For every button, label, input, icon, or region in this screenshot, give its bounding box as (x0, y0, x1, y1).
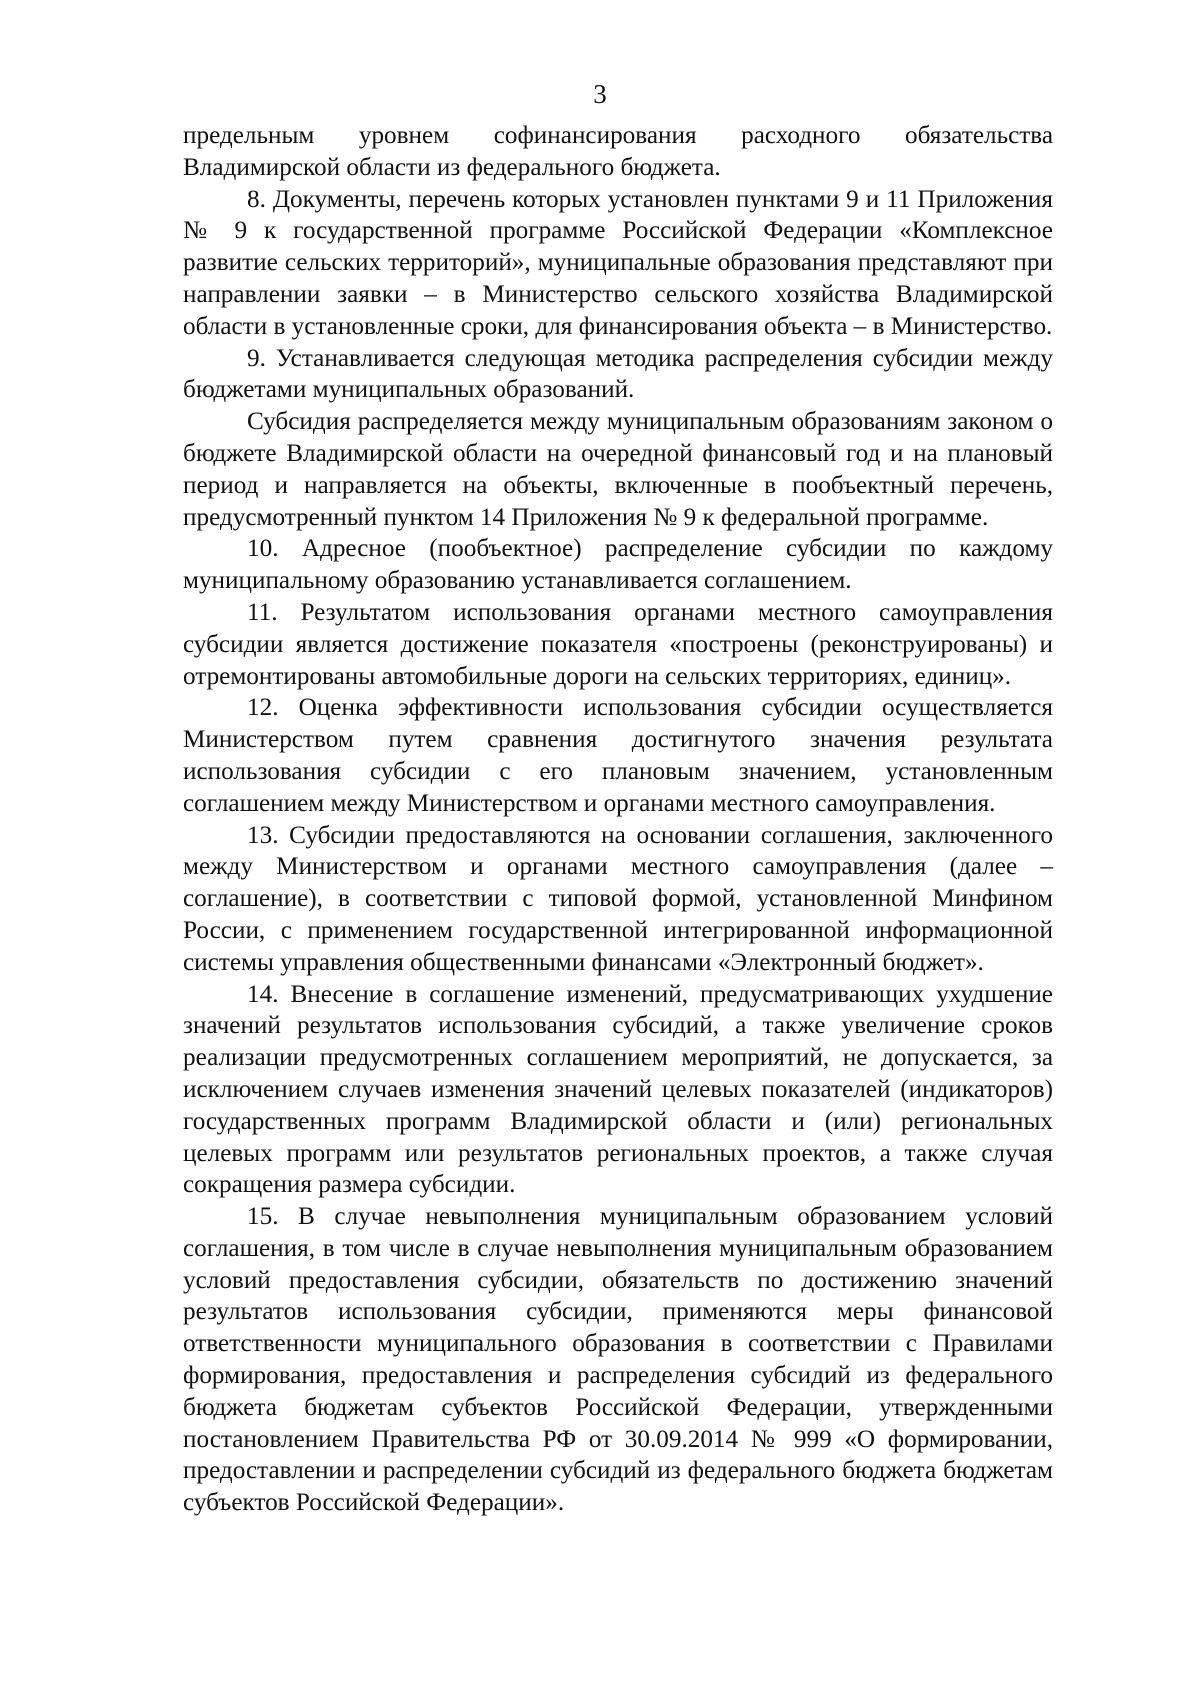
paragraph-item-9: 9. Устанавливается следующая методика распределения субсидии между бюджетами муниципальных образований. (183, 344, 1053, 404)
paragraph-item-14: 14. Внесение в соглашение изменений, предусматривающих ухудшение значений результатов использования субсидий, а также увеличение сроков реализации предусмотренных соглашением мероприятий, не допускается, за исключением случаев изменения значений целевых показателей (индикаторов) государственных программ Владимирской области и (или) региональных целевых программ или результатов региональных проектов, а также случая сокращения размера субсидии. (183, 980, 1053, 1199)
paragraph-item-8: 8. Документы, перечень которых установлен пунктами 9 и 11 Приложения № 9 к государственной программе Российской Федерации «Комплексное развитие сельских территорий», муниципальные образования представляют при направлении заявки – в Министерство сельского хозяйства Владимирской области в установленные сроки, для финансирования объекта – в Министерство. (183, 185, 1053, 340)
paragraph-item-11: 11. Результатом использования органами местного самоуправления субсидии является достижение показателя «построены (реконструированы) и отремонтированы автомобильные дороги на сельских территориях, единиц». (183, 598, 1053, 690)
paragraph-item-15: 15. В случае невыполнения муниципальным образованием условий соглашения, в том числе в случае невыполнения муниципальным образованием условий предоставления субсидии, обязательств по достижению значений результатов использования субсидии, применяются меры финансовой ответственности муниципального образования в соответствии с Правилами формирования, предоставления и распределения субсидий из федерального бюджета бюджетам субъектов Российской Федерации, утвержденными постановлением Правительства РФ от 30.09.2014 № 999 «О формировании, предоставлении и распределении субсидий из федерального бюджета бюджетам субъектов Российской Федерации». (183, 1203, 1053, 1517)
document-body (183, 120, 1053, 1519)
paragraph-item-12: 12. Оценка эффективности использования субсидии осуществляется Министерством путем сравнения достигнутого значения результата использования субсидии с его плановым значением, установленным соглашением между Министерством и органами местного самоуправления. (183, 694, 1053, 817)
paragraph-item-13: 13. Субсидии предоставляются на основании соглашения, заключенного между Министерством и органами местного самоуправления (далее – соглашение), в соответствии с типовой формой, установленной Минфином России, с применением государственной интегрированной информационной системы управления общественными финансами «Электронный бюджет». (183, 821, 1053, 976)
paragraph-item-9-details: Субсидия распределяется между муниципальным образованиям законом о бюджете Владимирской области на очередной финансовый год и на плановый период и направляется на объекты, включенные в пообъектный перечень, предусмотренный пунктом 14 Приложения № 9 к федеральной программе. (183, 408, 1053, 531)
page-number: 3 (593, 79, 607, 109)
paragraph-continuation: предельным уровнем софинансирования расходного обязательства Владимирской области из федерального бюджета. (183, 122, 1053, 181)
paragraph-item-10: 10. Адресное (пообъектное) распределение субсидии по каждому муниципальному образованию устанавливается соглашением. (183, 535, 1053, 595)
